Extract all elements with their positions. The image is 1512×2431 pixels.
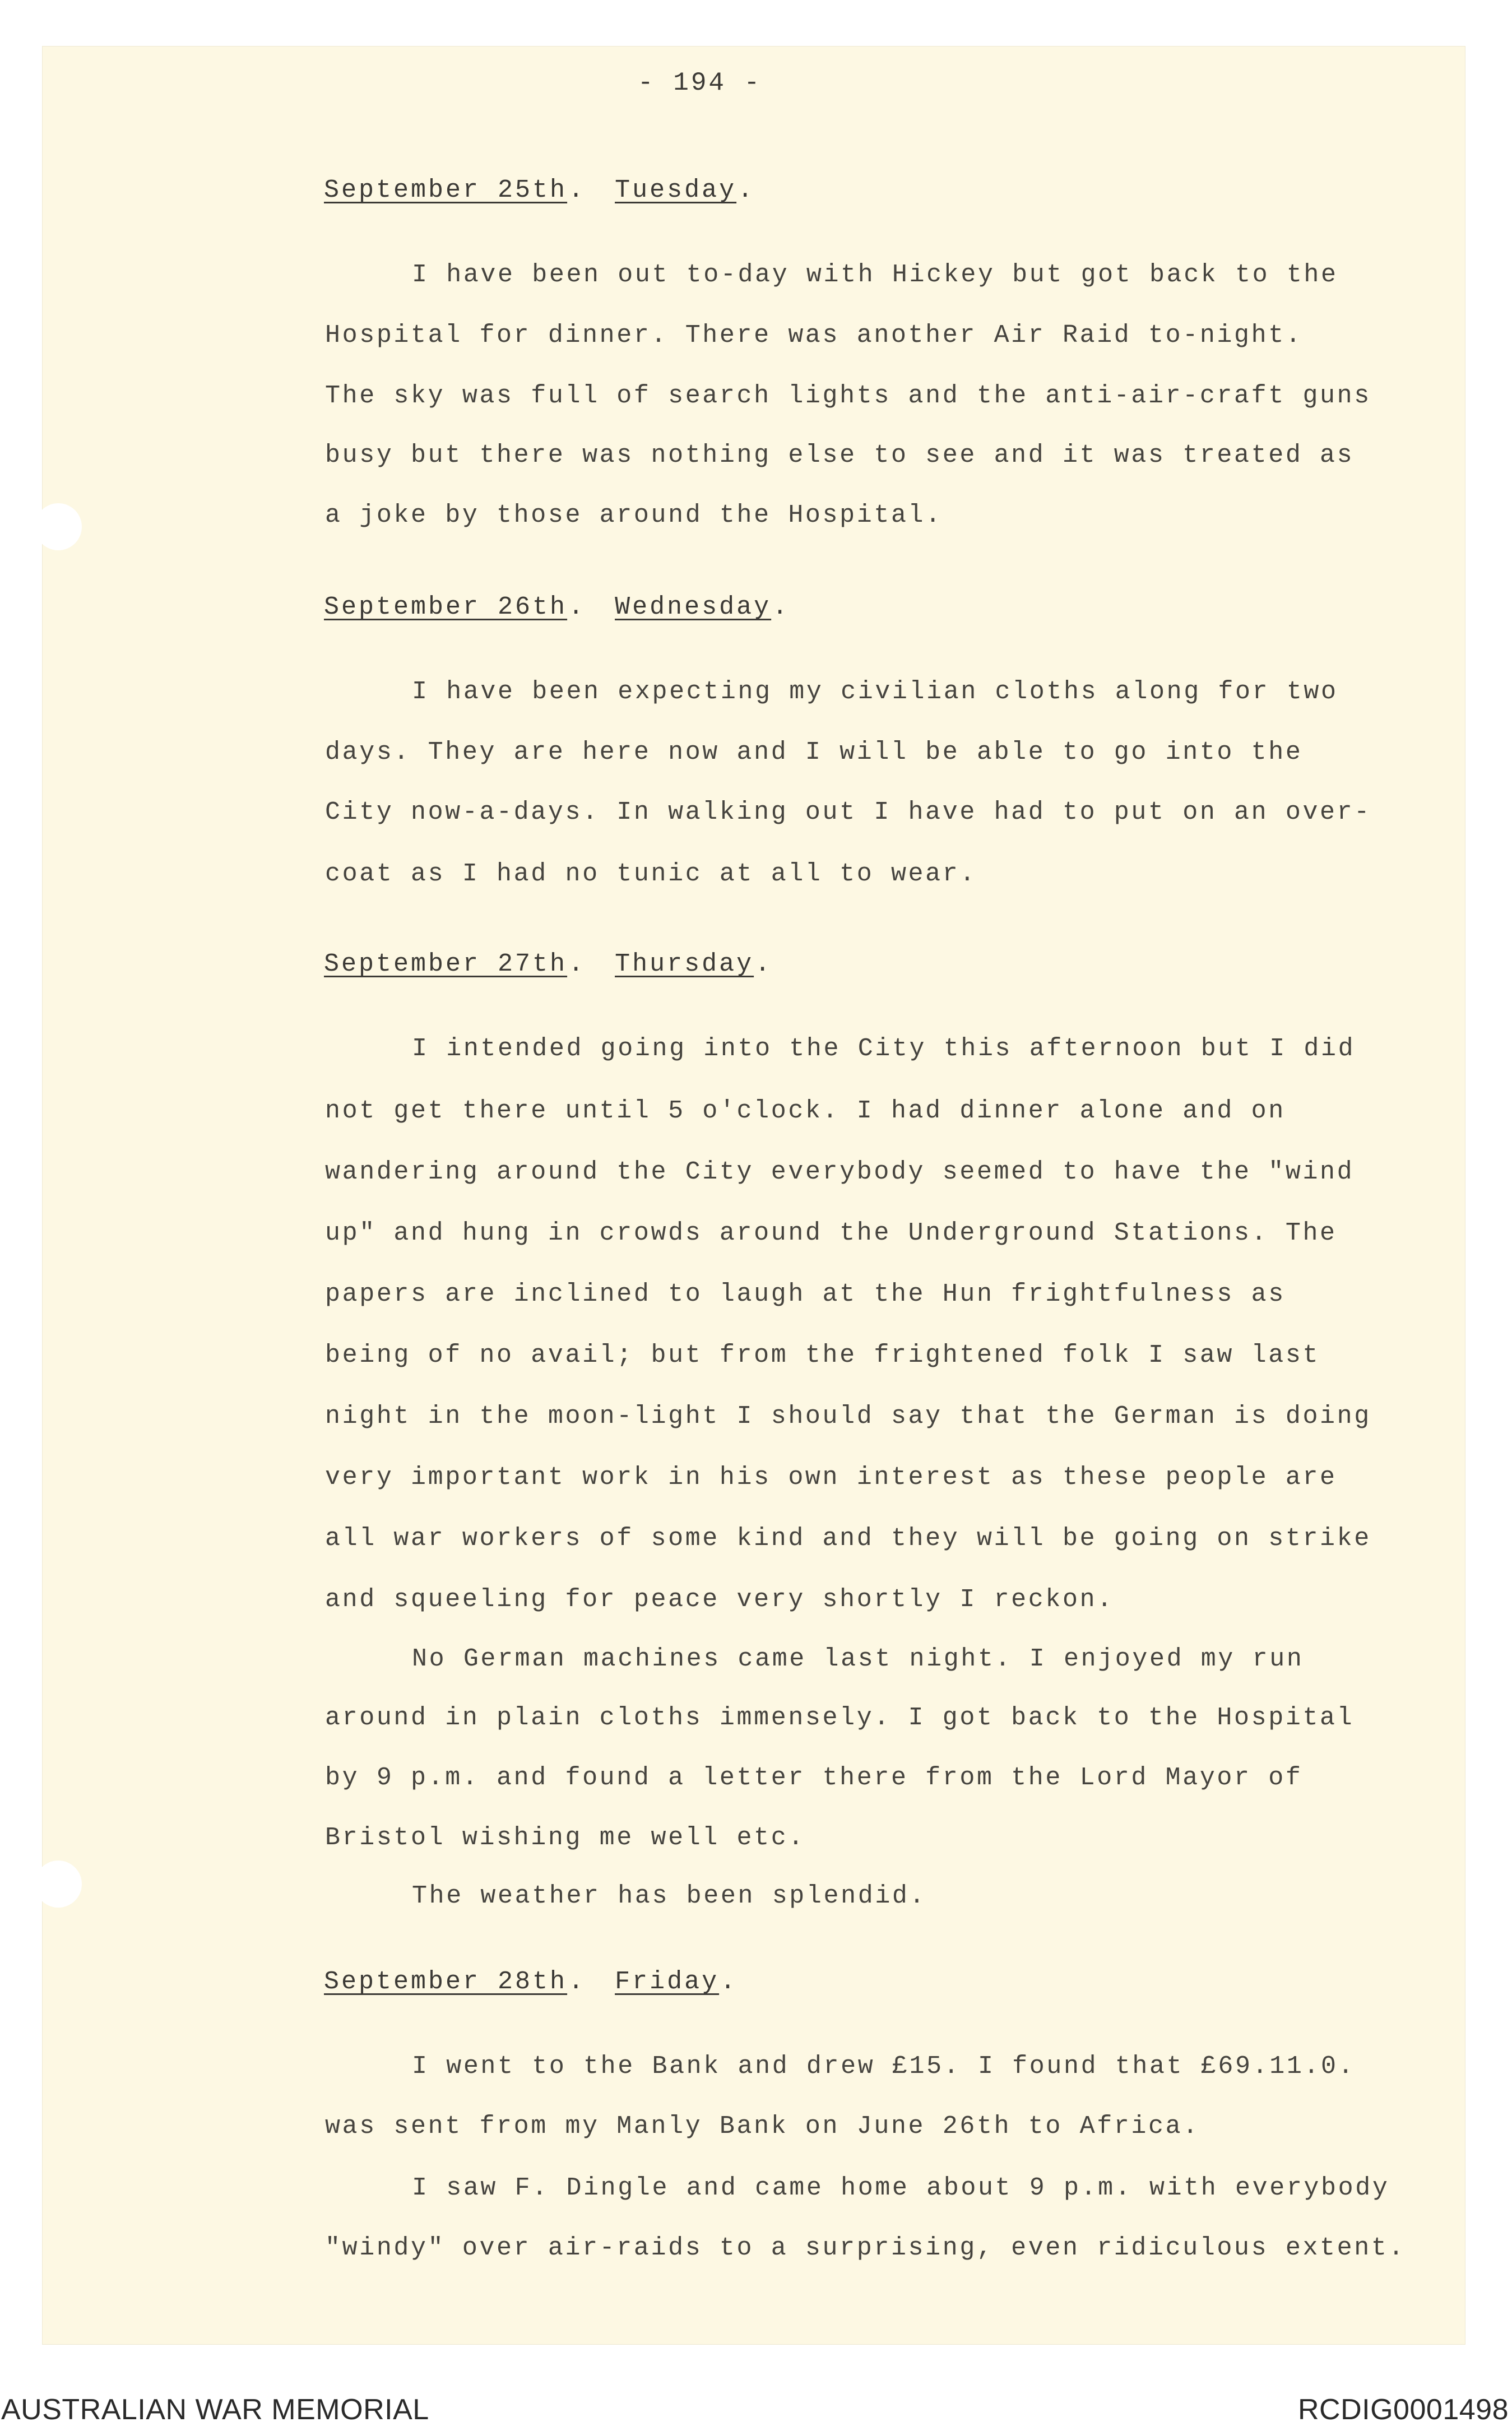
entry-heading: September 28th. Friday. [324,1968,738,1996]
body-line: around in plain cloths immensely. I got back to the Hospital [325,1704,1355,1732]
body-line: The sky was full of search lights and the anti-air-craft guns [325,382,1371,410]
body-line: I have been expecting my civilian cloths along for two [412,678,1338,706]
body-line: busy but there was nothing else to see and it was treated as [325,441,1355,470]
body-line: night in the moon-light I should say that the German is doing [325,1402,1371,1431]
institution-label: AUSTRALIAN WAR MEMORIAL [1,2393,429,2426]
entry-date: September 25th [324,176,568,205]
body-line: Hospital for dinner. There was another Air Raid to-night. [325,321,1303,350]
entry-date: September 28th [324,1968,568,1996]
body-line: a joke by those around the Hospital. [325,501,943,530]
punch-hole [35,1861,82,1908]
body-line: No German machines came last night. I enjoyed my run [412,1645,1304,1673]
entry-weekday: Thursday [615,950,754,978]
body-line: up" and hung in crowds around the Underground Stations. The [325,1219,1337,1247]
entry-heading: September 26th. Wednesday. [324,593,790,621]
body-line: coat as I had no tunic at all to wear. [325,860,977,888]
body-line: I saw F. Dingle and came home about 9 p.m. with everybody [412,2174,1390,2202]
body-line: being of no avail; but from the frightened folk I saw last [325,1341,1320,1370]
body-line: all war workers of some kind and they will be going on strike [325,1524,1371,1553]
punch-hole [35,503,82,550]
body-line: City now-a-days. In walking out I have had to put on an over- [325,798,1371,827]
entry-heading: September 25th. Tuesday. [324,176,755,205]
entry-date: September 27th [324,950,568,978]
body-line: The weather has been splendid. [412,1882,927,1910]
body-line: papers are inclined to laugh at the Hun frightfulness as [325,1280,1286,1309]
body-line: I went to the Bank and drew £15. I found that £69.11.0. [412,2052,1356,2081]
catalogue-id: RCDIG0001498 [1298,2393,1509,2426]
body-line: "windy" over air-raids to a surprising, even ridiculous extent. [325,2234,1406,2262]
entry-weekday: Tuesday [615,176,737,205]
body-line: and squeeling for peace very shortly I reckon. [325,1585,1114,1614]
body-line: wandering around the City everybody seemed to have the "wind [325,1158,1355,1186]
body-line: Bristol wishing me well etc. [325,1824,805,1852]
entry-weekday: Friday [615,1968,720,1996]
body-line: I have been out to-day with Hickey but got back to the [412,261,1338,289]
entry-heading: September 27th. Thursday. [324,950,773,978]
body-line: by 9 p.m. and found a letter there from the Lord Mayor of [325,1764,1303,1792]
entry-date: September 26th [324,593,568,621]
body-line: days. They are here now and I will be able to go into the [325,738,1303,767]
page-number: - 194 - [638,68,762,98]
body-line: very important work in his own interest as these people are [325,1463,1337,1492]
entry-weekday: Wednesday [615,593,772,621]
body-line: not get there until 5 o'clock. I had dinner alone and on [325,1097,1286,1125]
body-line: was sent from my Manly Bank on June 26th to Africa. [325,2112,1200,2141]
body-line: I intended going into the City this afternoon but I did [412,1034,1356,1063]
